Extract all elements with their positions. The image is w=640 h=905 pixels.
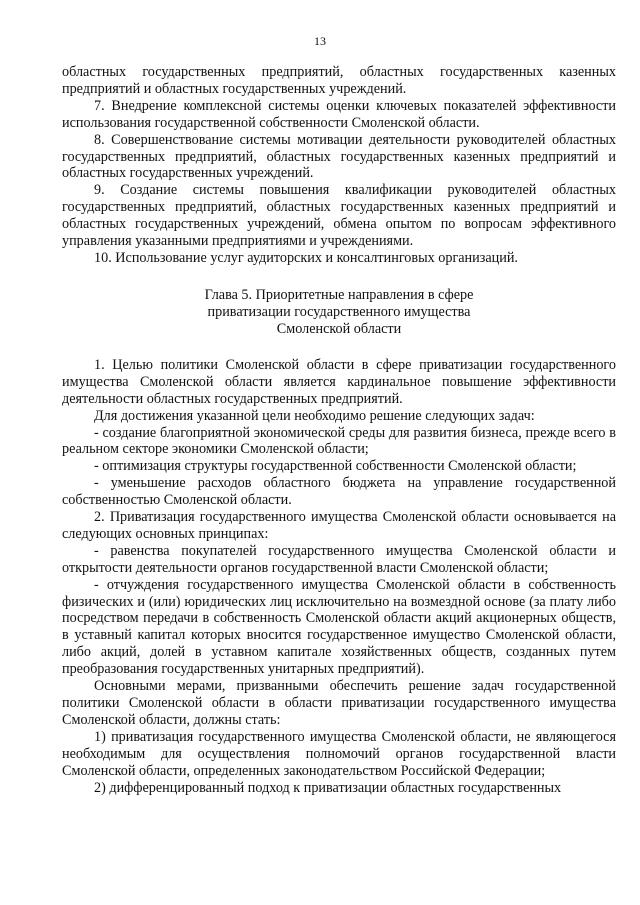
paragraph-item-9: 9. Создание системы повышения квалификации руководителей областных государственных предприятий, областных государственных казенных предприятий и областных государственных учреждений, обмена опытом по вопросам эффективного управления указанными предприятиями и учреждениями. xyxy=(62,182,616,250)
paragraph-principles-intro: 2. Приватизация государственного имущества Смоленской области основывается на следующих основных принципах: xyxy=(62,509,616,542)
list-item-task-2: - оптимизация структуры государственной собственности Смоленской области; xyxy=(94,458,577,475)
list-item-measure-1: 1) приватизация государственного имущества Смоленской области, не являющегося необходимым для осуществления полномочий органов государственной власти Смоленской области, определенных законодательством Российской Федерации; xyxy=(62,728,616,779)
paragraph-item-10: 10. Использование услуг аудиторских и консалтинговых организаций. xyxy=(94,249,518,266)
paragraph-item-8: 8. Совершенствование системы мотивации деятельности руководителей областных государственных предприятий, областных государственных казенных предприятий и областных государственных учреждений. xyxy=(62,131,616,182)
list-item-task-3: - уменьшение расходов областного бюджета на управление государственной собственностью Смоленской области. xyxy=(62,475,616,509)
paragraph-continuation: областных государственных предприятий, областных государственных казенных предприятий и областных государственных учреждений. xyxy=(62,64,616,97)
chapter-heading-line-2: приватизации государственного имущества xyxy=(207,303,471,320)
list-item-task-1: - создание благоприятной экономической среды для развития бизнеса, прежде всего в реальном секторе экономики Смоленской области; xyxy=(62,424,616,458)
page-number: 13 xyxy=(314,34,326,48)
list-item-measure-2: 2) дифференцированный подход к приватизации областных государственных xyxy=(94,779,562,796)
list-item-principle-1: - равенства покупателей государственного имущества Смоленской области и открытости деятельности органов государственной власти Смоленской области; xyxy=(62,542,616,576)
paragraph-item-7: 7. Внедрение комплексной системы оценки ключевых показателей эффективности использования государственной собственности Смоленской области. xyxy=(62,97,616,131)
document-body xyxy=(62,64,616,796)
list-item-principle-2: - отчуждения государственного имущества Смоленской области в собственность физических и (или) юридических лиц исключительно на возмездной основе (за плату либо посредством передачи в собственность Смоленской области акций акционерных обществ, в уставный капитал которых вносится государственное имущество Смоленской области, либо акций, долей в уставном капитале хозяйственных обществ, созданных путем преобразования государственных унитарных предприятий). xyxy=(62,576,616,678)
paragraph-tasks-intro: Для достижения указанной цели необходимо решение следующих задач: xyxy=(94,407,535,424)
chapter-heading-line-3: Смоленской области xyxy=(276,320,402,337)
paragraph-measures-intro: Основными мерами, призванными обеспечить решение задач государственной политики Смоленской области в области приватизации государственного имущества Смоленской области, должны стать: xyxy=(62,678,616,728)
chapter-heading xyxy=(62,287,616,338)
chapter-heading-line-1: Глава 5. Приоритетные направления в сфере xyxy=(204,286,474,303)
paragraph-goal: 1. Целью политики Смоленской области в сфере приватизации государственного имущества Смоленской области является кардинальное повышение эффективности деятельности областных государственных предприятий. xyxy=(62,356,616,407)
